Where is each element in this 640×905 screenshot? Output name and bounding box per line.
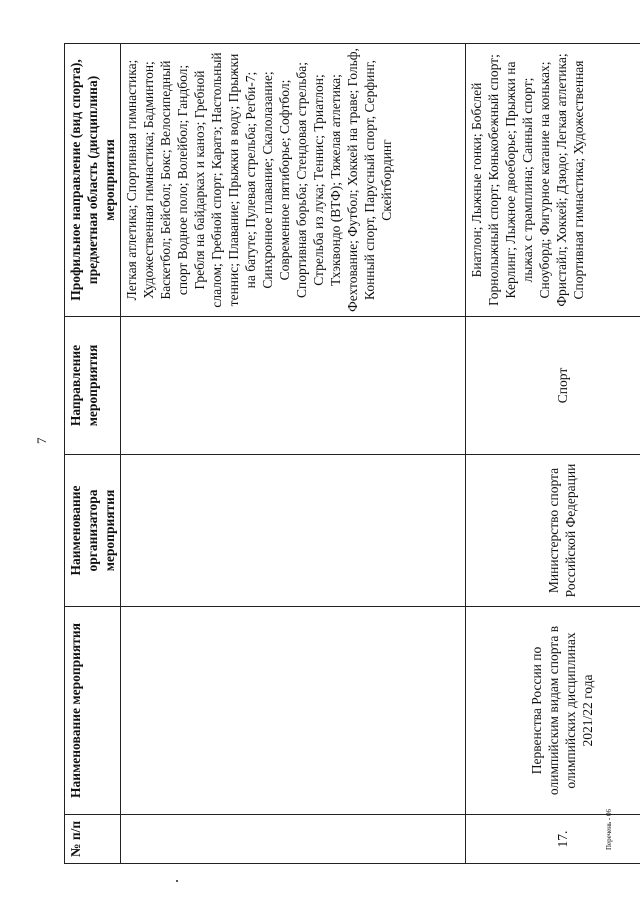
page-number: 7 <box>34 437 49 444</box>
cell-organizer <box>121 455 466 607</box>
cell-profile: Биатлон; Лыжные гонки; Бобслей Горнолыжный спорт; Конькобежный спорт; Керлинг; Лыжное двоеборье; Прыжки на лыжах с трамплина; Санный спорт; Сноуборд; Фигурное катание на коньках; Фристайл; Хоккей; Дзюдо; Легкая атлетика; Спортивная гимнастика; Художественная <box>466 44 640 317</box>
cell-event-name <box>121 607 466 815</box>
cell-organizer: Министерство спорта Российской Федерации <box>466 455 640 607</box>
header-num: № п/п <box>65 815 121 864</box>
table-row-continuation <box>121 44 466 864</box>
footer-note: Перечень - 06 <box>605 809 613 850</box>
header-organizer: Наименование организатора мероприятия <box>65 455 121 607</box>
cell-num <box>121 815 466 864</box>
cell-num: 17. <box>466 815 640 864</box>
table-header-row <box>65 44 121 864</box>
cell-profile: Легкая атлетика; Спортивная гимнастика; Художественная гимнастика; Бадминтон; Баскетбол; Бейсбол; Бокс; Велосипедный спорт Водное поло; Волейбол; Гандбол; Гребля на байдарках и каноэ; Гребной слалом; Гребной спорт; Каратэ; Настольный теннис; Плавание; Прыжки в воду; Прыжки на батуте; Пулевая стрельба; Регби-7; Синхронное плавание; Скалолазание; Современное пятиборье; Софтбол; Спортивная борьба; Стендовая стрельба; Стрельба из лука; Теннис; Триатлон; Тхэквондо (ВТФ); Тяжелая атлетика; Фехтование; Футбол; Хоккей на траве; Гольф, Конный спорт, Парусный спорт, Серфинг, Скейтбординг <box>121 44 466 317</box>
table-row-17 <box>466 44 640 864</box>
cell-event-name: Первенства России по олимпийским видам спорта в олимпийских дисциплинах 2021/22 года <box>466 607 640 815</box>
events-table-container <box>64 44 640 864</box>
header-event-name: Наименование мероприятия <box>65 607 121 815</box>
header-direction: Направление мероприятия <box>65 317 121 455</box>
cell-direction: Спорт <box>466 317 640 455</box>
stray-dot <box>176 880 178 882</box>
cell-direction <box>121 317 466 455</box>
events-table <box>64 43 640 864</box>
header-profile: Профильное направление (вид спорта), предметная область (дисциплина) мероприятия <box>65 44 121 317</box>
